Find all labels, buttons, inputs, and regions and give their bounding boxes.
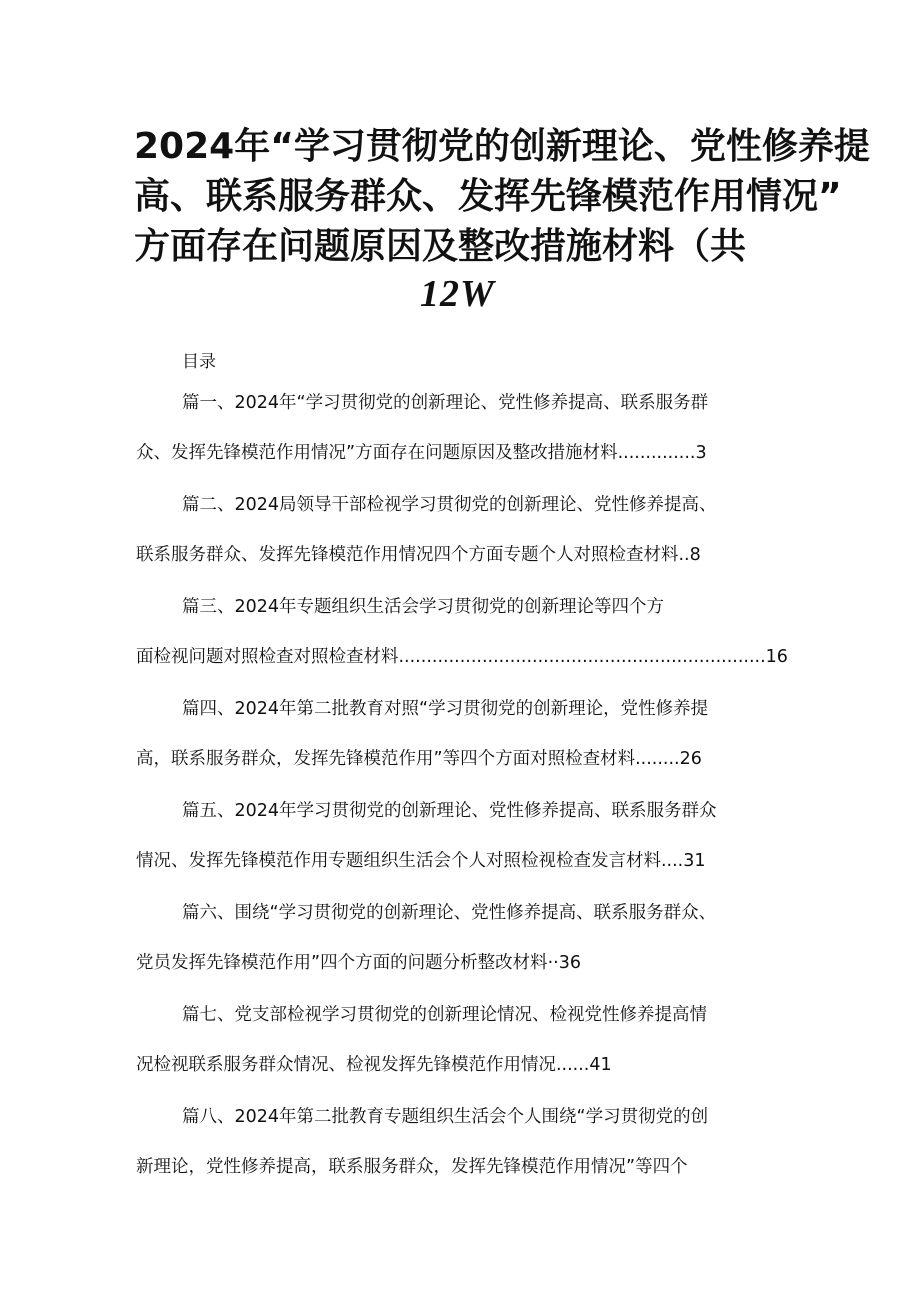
table-of-contents	[136, 390, 786, 1206]
title-line: 方面存在问题原因及整改措施材料（共	[134, 226, 747, 267]
toc-entry-line: 篇七、党支部检视学习贯彻党的创新理论情况、检视党性修养提高情	[182, 1005, 707, 1025]
toc-entry-line: 篇六、围绕“学习贯彻党的创新理论、党性修养提高、联系服务群众、	[182, 903, 717, 923]
toc-entry-line: 况检视联系服务群众情况、检视发挥先锋模范作用情况......41	[136, 1055, 612, 1075]
toc-entry-line: 党员发挥先锋模范作用”四个方面的问题分析整改材料··36	[136, 953, 581, 973]
toc-entry-5[interactable]	[136, 798, 786, 874]
title-line: 2024年“学习贯彻党的创新理论、党性修养提	[134, 126, 870, 167]
toc-entry-line: 篇三、2024年专题组织生活会学习贯彻党的创新理论等四个方	[182, 597, 665, 617]
toc-entry-4[interactable]	[136, 696, 786, 772]
document-title	[134, 122, 870, 272]
toc-entry-6[interactable]	[136, 900, 786, 976]
toc-entry-line: 篇二、2024局领导干部检视学习贯彻党的创新理论、党性修养提高、	[182, 495, 717, 515]
title-trailing-text: 12W	[420, 273, 495, 315]
toc-entry-line: 众、发挥先锋模范作用情况”方面存在问题原因及整改措施材料..............3	[136, 443, 707, 463]
title-line: 高、联系服务群众、发挥先锋模范作用情况”	[134, 176, 842, 217]
toc-entry-8[interactable]	[136, 1104, 786, 1180]
toc-entry-line: 联系服务群众、发挥先锋模范作用情况四个方面专题个人对照检查材料..8	[136, 545, 701, 565]
toc-entry-line: 篇五、2024年学习贯彻党的创新理论、党性修养提高、联系服务群众	[182, 801, 717, 821]
toc-entry-line: 情况、发挥先锋模范作用专题组织生活会个人对照检视检查发言材料....31	[136, 851, 706, 871]
toc-entry-line: 高，联系服务群众，发挥先锋模范作用”等四个方面对照检查材料........26	[136, 749, 702, 769]
toc-entry-line: 面检视问题对照检查对照检查材料..................................................................16	[136, 647, 788, 667]
toc-entry-line: 新理论，党性修养提高，联系服务群众，发挥先锋模范作用情况”等四个	[136, 1157, 688, 1177]
toc-entry-line: 篇一、2024年“学习贯彻党的创新理论、党性修养提高、联系服务群	[182, 393, 709, 413]
toc-entry-line: 篇四、2024年第二批教育对照“学习贯彻党的创新理论，党性修养提	[182, 699, 709, 719]
toc-entry-2[interactable]	[136, 492, 786, 568]
toc-entry-line: 篇八、2024年第二批教育专题组织生活会个人围绕“学习贯彻党的创	[182, 1107, 709, 1127]
toc-entry-3[interactable]	[136, 594, 786, 670]
toc-entry-7[interactable]	[136, 1002, 786, 1078]
toc-entry-1[interactable]	[136, 390, 786, 466]
toc-heading: 目录	[182, 352, 216, 372]
